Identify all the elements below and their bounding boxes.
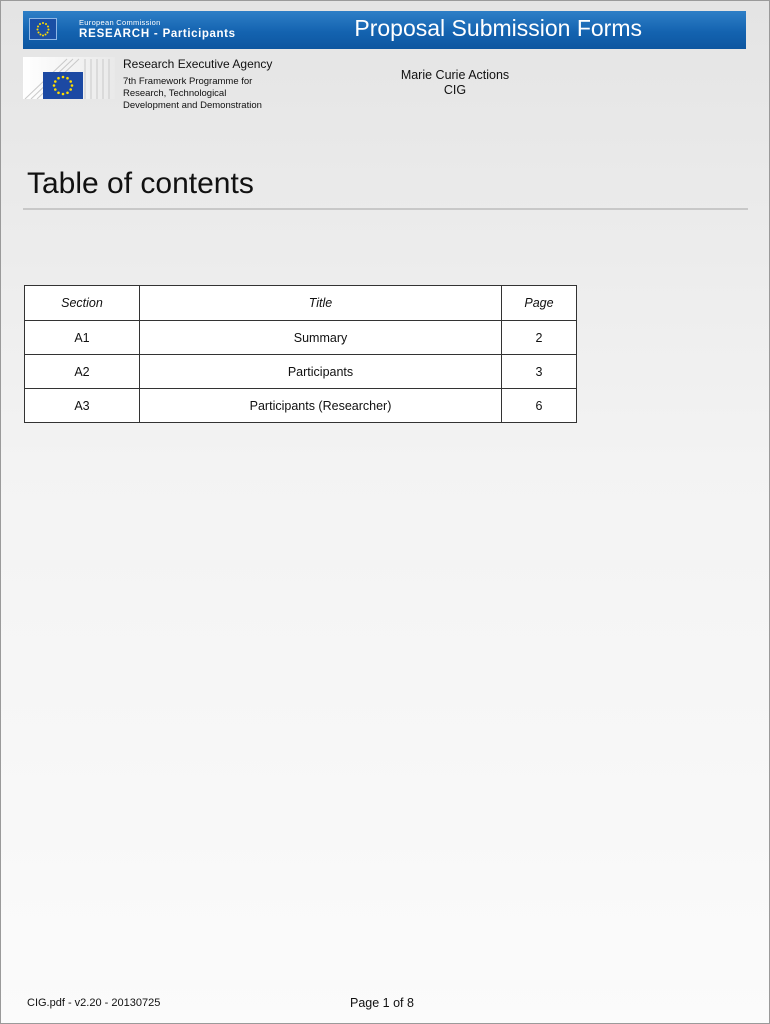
action-code: CIG [443, 83, 467, 97]
page-cell: 6 [502, 389, 577, 423]
table-row [25, 355, 577, 389]
page-cell: 2 [502, 321, 577, 355]
table-row [25, 321, 577, 355]
title-cell: Participants (Researcher) [140, 389, 502, 423]
action-block [385, 68, 525, 98]
section-cell: A1 [25, 321, 140, 355]
header-banner [23, 11, 746, 49]
page-number: Page 1 of 8 [350, 996, 414, 1010]
toc-table [24, 285, 577, 423]
toc-heading: Table of contents [27, 167, 254, 200]
toc-header-row [25, 286, 577, 321]
form-title: Proposal Submission Forms [354, 15, 642, 41]
table-row [25, 389, 577, 423]
title-cell: Participants [140, 355, 502, 389]
column-header-title: Title [140, 286, 502, 321]
heading-divider [23, 208, 748, 210]
file-version-info: CIG.pdf - v2.20 - 20130725 [27, 997, 161, 1009]
research-participants-label: RESEARCH - Participants [79, 28, 236, 40]
programme-description: 7th Framework Programme for Research, Technological Development and Demonstration [123, 76, 262, 111]
agency-name: Research Executive Agency [123, 57, 273, 71]
section-cell: A3 [25, 389, 140, 423]
section-cell: A2 [25, 355, 140, 389]
european-commission-logo [23, 57, 115, 99]
title-cell: Summary [140, 321, 502, 355]
column-header-page: Page [502, 286, 577, 321]
european-commission-label: European Commission [79, 18, 161, 27]
column-header-section: Section [25, 286, 140, 321]
page-cell: 3 [502, 355, 577, 389]
action-name: Marie Curie Actions [400, 68, 510, 82]
eu-flag-icon [43, 72, 83, 99]
eu-flag-icon [29, 18, 57, 40]
agency-block [123, 57, 323, 112]
